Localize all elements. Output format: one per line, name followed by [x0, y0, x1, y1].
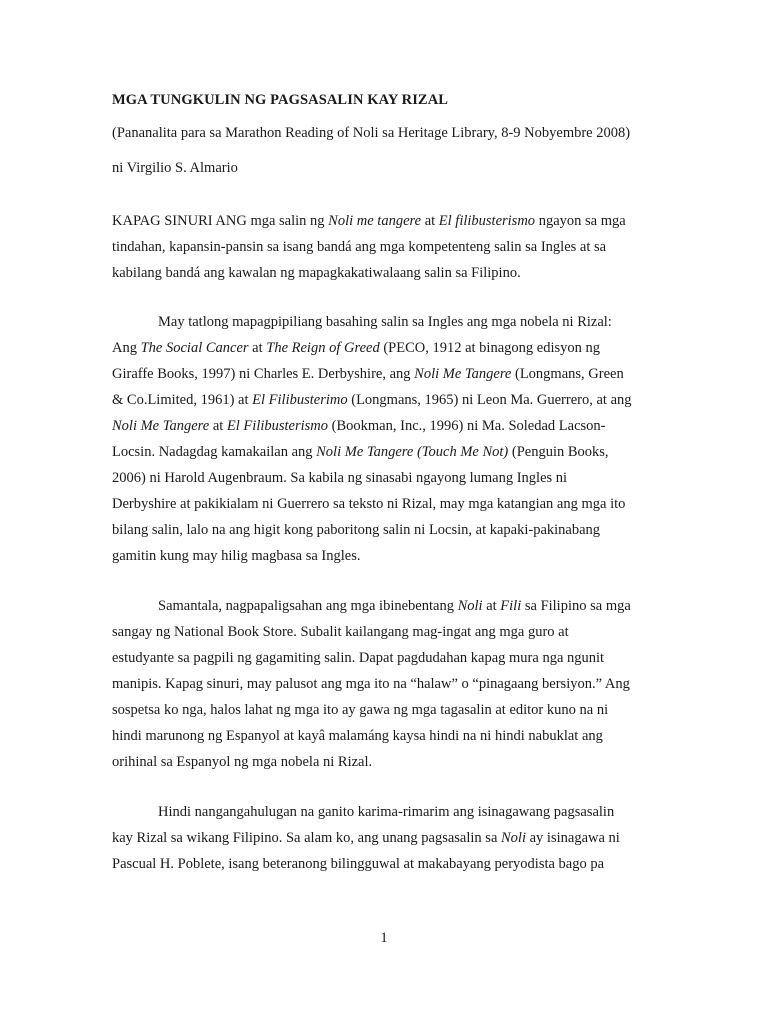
paragraph-line — [112, 593, 652, 619]
text-run: Giraffe Books, 1997) ni Charles E. Derbyshire, ang — [112, 366, 415, 382]
text-run: (Longmans, 1965) ni Leon Ma. Guerrero, at ang — [347, 392, 632, 408]
paragraph-line: hindi marunong ng Espanyol at kayâ malamáng kaysa hindi na ni hindi nabuklat ang — [112, 728, 603, 744]
paragraph-1 — [112, 208, 652, 286]
paragraph-line — [112, 208, 652, 234]
paragraph-line: bilang salin, lalo na ang higit kong paboritong salin ni Locsin, at kapaki-pakinabang — [112, 522, 601, 538]
text-run: sa Filipino sa mga — [521, 598, 631, 614]
paragraph-gap — [112, 775, 652, 799]
text-run: at — [209, 418, 227, 434]
text-run: Samantala, nagpapaligsahan ang mga ibinebentang — [158, 598, 458, 614]
text-run: (Penguin Books, — [508, 444, 609, 460]
italic-title: Noli me tangere — [328, 213, 422, 229]
paragraph-line: sospetsa ko nga, halos lahat ng mga ito ay gawa ng mga tagasalin at editor kuno na ni — [112, 702, 609, 718]
italic-title: El Filibusterimo — [252, 392, 348, 408]
italic-title: Noli Me Tangere — [414, 366, 512, 382]
text-run: (PECO, 1912 at binagong edisyon ng — [379, 340, 601, 356]
paragraph-line: orihinal sa Espanyol ng mga nobela ni Rizal. — [112, 754, 373, 770]
paragraph-line: kabilang bandá ang kawalan ng mapagkakatiwalaang salin sa Filipino. — [112, 265, 521, 281]
paragraph-line — [112, 387, 652, 413]
paragraph-line — [112, 439, 652, 465]
paragraph-gap — [112, 569, 652, 593]
page-number: 1 — [380, 930, 388, 946]
italic-title: Noli — [457, 598, 483, 614]
paragraph-line: tindahan, kapansin-pansin sa isang bandá ang mga kompetenteng salin sa Ingles at sa — [112, 239, 607, 255]
body-text — [112, 208, 652, 877]
paragraph-line: sangay ng National Book Store. Subalit kailangang mag-ingat ang mga guro at — [112, 624, 569, 640]
paragraph-line: gamitin kung may hilig magbasa sa Ingles. — [112, 548, 361, 564]
paragraph-line — [112, 413, 652, 439]
document-author: ni Virgilio S. Almario — [112, 160, 238, 176]
text-run: & Co.Limited, 1961) at — [112, 392, 253, 408]
paragraph-line: 2006) ni Harold Augenbraum. Sa kabila ng sinasabi ngayong lumang Ingles ni — [112, 470, 568, 486]
text-run: (Longmans, Green — [511, 366, 624, 382]
paragraph-line: estudyante sa pagpili ng gagamiting salin. Dapat pagdudahan kapag mura nga ngunit — [112, 650, 605, 666]
paragraph-line — [112, 825, 652, 851]
italic-title: Noli Me Tangere (Touch Me Not) — [316, 444, 509, 460]
italic-title: El Filibusterismo — [226, 418, 329, 434]
paragraph-gap — [112, 286, 652, 309]
paragraph-line: May tatlong mapagpipiliang basahing salin sa Ingles ang mga nobela ni Rizal: — [158, 314, 612, 330]
paragraph-4 — [112, 799, 652, 877]
text-run: Locsin. Nadagdag kamakailan ang — [112, 444, 317, 460]
text-run: ay isinagawa ni — [526, 830, 620, 846]
paragraph-line — [112, 361, 652, 387]
italic-title: The Reign of Greed — [266, 340, 380, 356]
text-run: Ang — [112, 340, 141, 356]
text-run: ngayon sa mga — [535, 213, 626, 229]
paragraph-3 — [112, 593, 652, 775]
paragraph-line: manipis. Kapag sinuri, may palusot ang mga ito na “halaw” o “pinagaang bersiyon.” Ang — [112, 676, 630, 692]
text-run: (Bookman, Inc., 1996) ni Ma. Soledad Lacson- — [328, 418, 606, 434]
paragraph-line — [112, 335, 652, 361]
text-run: KAPAG SINURI ANG mga salin ng — [112, 213, 329, 229]
document-title: MGA TUNGKULIN NG PAGSASALIN KAY RIZAL — [112, 92, 449, 108]
text-run: kay Rizal sa wikang Filipino. Sa alam ko, ang unang pagsasalin sa — [112, 830, 502, 846]
italic-title: The Social Cancer — [140, 340, 249, 356]
italic-title: El filibusterismo — [438, 213, 536, 229]
italic-title: Noli Me Tangere — [112, 418, 210, 434]
paragraph-2 — [112, 309, 652, 569]
text-run: at — [482, 598, 501, 614]
paragraph-line: Derbyshire at pakikialam ni Guerrero sa teksto ni Rizal, may mga katangian ang mga ito — [112, 496, 626, 512]
italic-title: Noli — [501, 830, 526, 846]
italic-title: Fili — [500, 598, 522, 614]
paragraph-line: Hindi nangangahulugan na ganito karima-rimarim ang isinagawang pagsasalin — [158, 804, 615, 820]
text-run: at — [248, 340, 267, 356]
text-run: at — [421, 213, 439, 229]
document-subtitle: (Pananalita para sa Marathon Reading of Noli sa Heritage Library, 8-9 Nobyembre 2008) — [112, 125, 631, 141]
paragraph-line: Pascual H. Poblete, isang beteranong bilingguwal at makabayang peryodista bago pa — [112, 856, 605, 872]
